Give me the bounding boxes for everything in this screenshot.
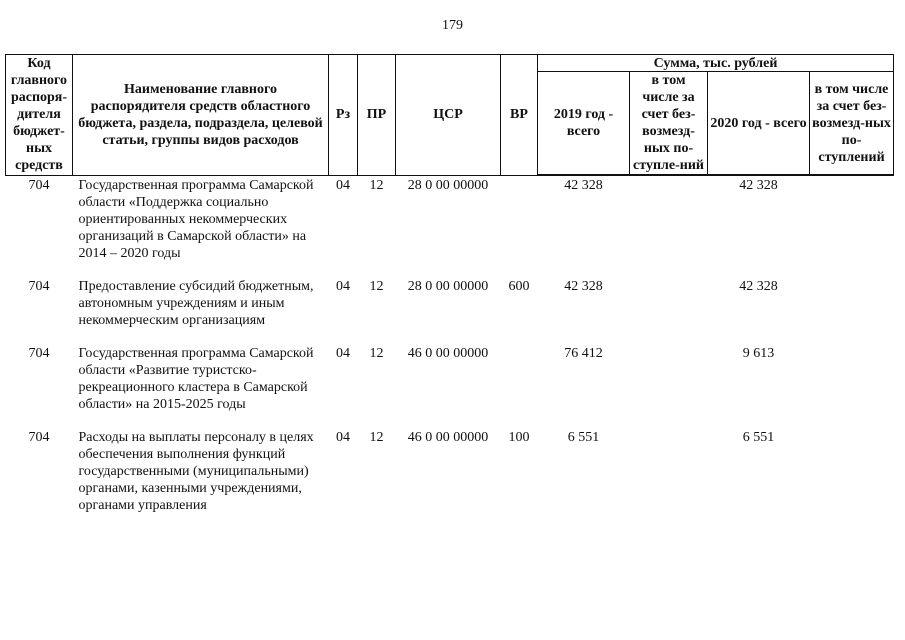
cell-rz: 04: [336, 177, 350, 193]
header-csr: ЦСР: [396, 55, 501, 176]
cell-name: Государственная программа Самарской области «Развитие туристско-рекреационного кластера в Самарской области» на 2015-2025 годы: [78, 345, 314, 412]
table-row: [6, 278, 894, 345]
cell-2019-gratuitous: [630, 175, 708, 278]
cell-vr: [501, 345, 538, 429]
cell-csr: 28 0 00 00000: [407, 177, 489, 193]
cell-rz: 04: [336, 278, 350, 294]
header-2019-gratuitous: в том числе за счет без-возмезд-ных по-ступле-ний: [630, 72, 708, 176]
header-2019-total: 2019 год - всего: [538, 72, 630, 176]
cell-csr: 28 0 00 00000: [407, 278, 489, 294]
cell-2019-total: 76 412: [564, 345, 603, 361]
cell-name: Расходы на выплаты персоналу в целях обеспечения выполнения функций государственными (муниципальными) органами, казенными учреждениями, органами управления: [78, 429, 314, 513]
header-vr: ВР: [501, 55, 538, 176]
header-pr: ПР: [358, 55, 396, 176]
cell-csr: 46 0 00 00000: [407, 345, 489, 361]
cell-2020-total: 6 551: [742, 429, 775, 445]
cell-2020-total: 42 328: [739, 178, 778, 193]
header-code: Код главного распоря-дителя бюджет-ных средств: [6, 55, 73, 176]
cell-pr: 12: [369, 278, 384, 294]
page-number: 179: [442, 18, 463, 33]
cell-name: Предоставление субсидий бюджетным, автономным учреждениям и иным некоммерческим организациям: [78, 278, 314, 328]
header-2020-total: 2020 год - всего: [708, 72, 810, 176]
cell-2019-gratuitous: [630, 345, 708, 429]
cell-vr: 600: [508, 278, 530, 294]
header-rz: Рз: [329, 55, 358, 176]
table-row: [6, 175, 894, 278]
cell-code: 704: [28, 278, 50, 294]
cell-2019-total: 42 328: [564, 278, 603, 294]
table-body: [6, 175, 894, 530]
cell-2019-total: 6 551: [567, 429, 600, 445]
cell-code: 704: [28, 429, 50, 445]
cell-2020-total: 9 613: [742, 345, 775, 361]
cell-2019-total: 42 328: [564, 178, 603, 193]
cell-pr: 12: [369, 177, 384, 193]
cell-vr: [501, 175, 538, 278]
cell-rz: 04: [336, 429, 350, 445]
cell-2020-gratuitous: [810, 278, 894, 345]
cell-pr: 12: [369, 429, 384, 445]
cell-2020-gratuitous: [810, 429, 894, 530]
cell-code: 704: [28, 345, 50, 361]
cell-rz: 04: [336, 345, 350, 361]
table-header: [6, 55, 894, 176]
header-name: Наименование главного распорядителя средств областного бюджета, раздела, подраздела, целевой статьи, группы видов расходов: [73, 55, 329, 176]
header-sum-group: Сумма, тыс. рублей: [538, 55, 894, 72]
cell-vr: 100: [508, 429, 530, 445]
table-row: [6, 429, 894, 530]
cell-pr: 12: [369, 345, 384, 361]
cell-2020-total: 42 328: [739, 278, 778, 294]
cell-name: Государственная программа Самарской области «Поддержка социально ориентированных некоммерческих организаций в Самарской области» на 2014 – 2020 годы: [78, 177, 314, 261]
cell-csr: 46 0 00 00000: [407, 429, 489, 445]
budget-table: [5, 54, 894, 530]
cell-2020-gratuitous: [810, 175, 894, 278]
cell-2019-gratuitous: [630, 278, 708, 345]
header-2020-gratuitous: в том числе за счет без-возмезд-ных по-ступлений: [810, 72, 894, 176]
cell-2019-gratuitous: [630, 429, 708, 530]
cell-2020-gratuitous: [810, 345, 894, 429]
table-row: [6, 345, 894, 429]
cell-code: 704: [28, 177, 50, 193]
